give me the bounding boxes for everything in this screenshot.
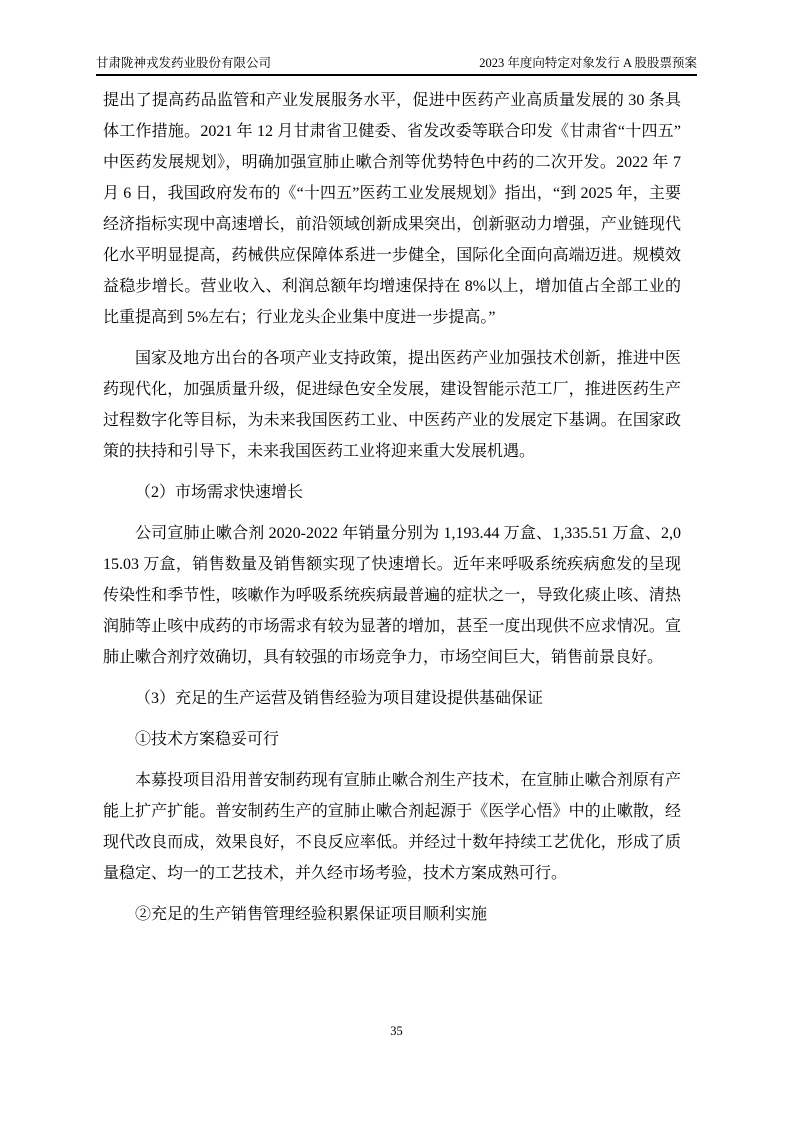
section-heading: （2）市场需求快速增长 xyxy=(135,484,304,501)
section-heading: （3）充足的生产运营及销售经验为项目建设提供基础保证 xyxy=(135,690,544,707)
body-paragraph: 国家及地方出台的各项产业支持政策，提出医药产业加强技术创新，推进中医药现代化，加强质量升级，促进绿色安全发展，建设智能示范工厂，推进医药生产过程数字化等目标，为未来我国医药工业、中医药产业的发展定下基调。在国家政策的扶持和引导下，未来我国医药工业将迎来重大发展机遇。 xyxy=(103,350,681,460)
body-paragraph: 提出了提高药品监管和产业发展服务水平，促进中医药产业高质量发展的 30 条具体工作措施。2021 年 12 月甘肃省卫健委、省发改委等联合印发《甘肃省“十四五”中医药发展规划》，明确加强宣肺止嗽合剂等优势特色中药的二次开发。2022 年 7 月 6 日，我国政府发布的《“十四五”医药工业发展规划》指出，“到 2025 年，主要经济指标实现中高速增长，前沿领域创新成果突出，创新驱动力增强，产业链现代化水平明显提高，药械供应保障体系进一步健全，国际化全面向高端迈进。规模效益稳步增长。营业收入、利润总额年均增速保持在 8%以上，增加值占全部工业的比重提高到 5%左右；行业龙头企业集中度进一步提高。” xyxy=(103,92,681,326)
header-document-title: 2023 年度向特定对象发行 A 股股票预案 xyxy=(479,56,697,70)
body-paragraph: 公司宣肺止嗽合剂 2020-2022 年销量分别为 1,193.44 万盒、1,335.51 万盒、2,015.03 万盒，销售数量及销售额实现了快速增长。近年来呼吸系统疾病愈发的呈现传染性和季节性，咳嗽作为呼吸系统疾病最普遍的症状之一，导致化痰止咳、清热润肺等止咳中成药的市场需求有较为显著的增加，甚至一度出现供不应求情况。宣肺止嗽合剂疗效确切，具有较强的市场竞争力，市场空间巨大，销售前景良好。 xyxy=(103,525,681,666)
document-body xyxy=(103,85,681,940)
page-footer xyxy=(0,1024,793,1039)
section-heading: ②充足的生产销售管理经验积累保证项目顺利实施 xyxy=(135,906,488,923)
page-header xyxy=(96,56,697,76)
section-heading: ①技术方案稳妥可行 xyxy=(135,731,280,748)
header-company-name: 甘肃陇神戎发药业股份有限公司 xyxy=(96,56,272,70)
body-paragraph: 本募投项目沿用普安制药现有宣肺止嗽合剂生产技术，在宣肺止嗽合剂原有产能上扩产扩能。普安制药生产的宣肺止嗽合剂起源于《医学心悟》中的止嗽散，经现代改良而成，效果良好，不良反应率低。并经过十数年持续工艺优化，形成了质量稳定、均一的工艺技术，并久经市场考验，技术方案成熟可行。 xyxy=(103,772,681,882)
page-number: 35 xyxy=(390,1024,403,1038)
